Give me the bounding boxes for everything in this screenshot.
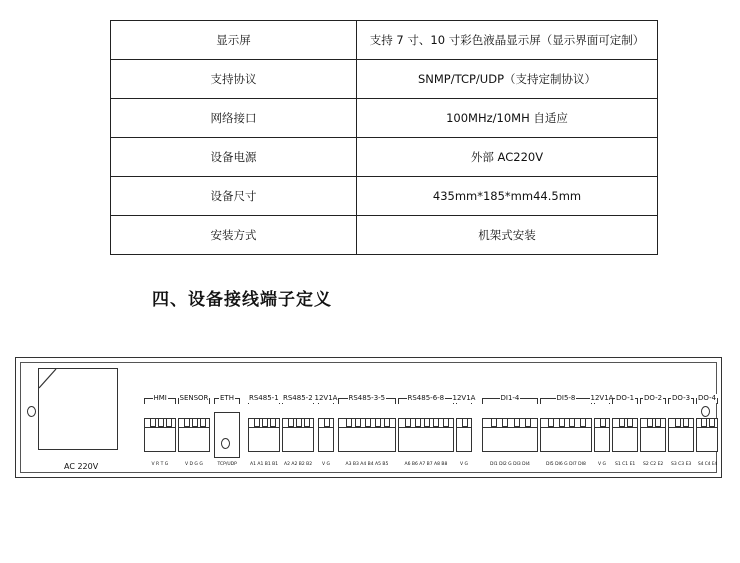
terminal-block bbox=[282, 418, 314, 452]
terminal-block bbox=[696, 418, 718, 452]
terminal-block bbox=[594, 418, 610, 452]
group-label: RS485-2 bbox=[283, 394, 313, 402]
spec-key: 支持协议 bbox=[111, 60, 357, 99]
spec-key: 设备电源 bbox=[111, 138, 357, 177]
terminal-teeth bbox=[283, 419, 313, 428]
group-label: DO-3 bbox=[672, 394, 691, 402]
terminal-tooth bbox=[525, 419, 531, 427]
terminal-teeth bbox=[399, 419, 453, 428]
group-label: 12V1A bbox=[452, 394, 476, 402]
terminal-tooth bbox=[580, 419, 586, 427]
terminal-block bbox=[456, 418, 472, 452]
terminal-teeth bbox=[249, 419, 279, 428]
terminal-block bbox=[482, 418, 538, 452]
terminal-tooth bbox=[424, 419, 430, 427]
pin-labels: V G bbox=[322, 462, 330, 467]
terminal-tooth bbox=[288, 419, 294, 427]
pin-labels: A1 A1 B1 B1 bbox=[250, 462, 279, 467]
terminal-tooth bbox=[559, 419, 565, 427]
group-label: RS485-3-5 bbox=[348, 394, 386, 402]
mount-hole-right bbox=[701, 406, 710, 417]
pin-labels: A6 B6 A7 B7 A8 B8 bbox=[404, 462, 448, 467]
terminal-teeth bbox=[613, 419, 637, 428]
spec-value: 机架式安装 bbox=[357, 216, 658, 255]
spec-row bbox=[111, 60, 658, 99]
terminal-tooth bbox=[462, 419, 468, 427]
terminal-teeth bbox=[145, 419, 175, 428]
terminal-tooth bbox=[600, 419, 606, 427]
terminal-tooth bbox=[192, 419, 198, 427]
terminal-tooth bbox=[200, 419, 206, 427]
terminal-tooth bbox=[569, 419, 575, 427]
terminal-tooth bbox=[324, 419, 330, 427]
terminal-tooth bbox=[655, 419, 661, 427]
terminal-tooth bbox=[619, 419, 625, 427]
spec-value: 外部 AC220V bbox=[357, 138, 658, 177]
pin-labels: DI1 DI2 G DI3 DI4 bbox=[490, 462, 530, 467]
pin-labels: S4 C4 E4 bbox=[697, 462, 717, 467]
terminal-block bbox=[178, 418, 210, 452]
spec-key: 网络接口 bbox=[111, 99, 357, 138]
pin-labels: A2 A2 B2 B2 bbox=[284, 462, 313, 467]
terminal-block bbox=[144, 418, 176, 452]
terminal-tooth bbox=[346, 419, 352, 427]
spec-row bbox=[111, 177, 658, 216]
group-label: DI1-4 bbox=[500, 394, 520, 402]
spec-row bbox=[111, 138, 658, 177]
group-label: 12V1A bbox=[590, 394, 614, 402]
terminal-block bbox=[612, 418, 638, 452]
spec-row bbox=[111, 216, 658, 255]
terminal-tooth bbox=[514, 419, 520, 427]
terminal-tooth bbox=[709, 419, 715, 427]
terminal-tooth bbox=[683, 419, 689, 427]
terminal-block bbox=[640, 418, 666, 452]
spec-value: 支持 7 寸、10 寸彩色液晶显示屏（显示界面可定制） bbox=[357, 21, 658, 60]
terminal-block bbox=[338, 418, 396, 452]
terminal-teeth bbox=[541, 419, 591, 428]
spec-row bbox=[111, 99, 658, 138]
group-label: DO-2 bbox=[644, 394, 663, 402]
terminal-teeth bbox=[641, 419, 665, 428]
pin-labels: V G bbox=[598, 462, 606, 467]
ac-power-socket bbox=[38, 368, 118, 450]
terminal-teeth bbox=[697, 419, 717, 428]
terminal-tooth bbox=[270, 419, 276, 427]
pin-labels: V G bbox=[460, 462, 468, 467]
terminal-tooth bbox=[384, 419, 390, 427]
terminal-tooth bbox=[502, 419, 508, 427]
terminal-teeth bbox=[179, 419, 209, 428]
terminal-block bbox=[540, 418, 592, 452]
terminal-tooth bbox=[262, 419, 268, 427]
terminal-block bbox=[318, 418, 334, 452]
pin-labels: V D G G bbox=[185, 462, 203, 467]
pin-labels: S1 C1 E1 bbox=[615, 462, 636, 467]
ac-label: AC 220V bbox=[64, 462, 99, 471]
spec-key: 设备尺寸 bbox=[111, 177, 357, 216]
terminal-block bbox=[248, 418, 280, 452]
group-label: SENSOR bbox=[179, 394, 209, 402]
pin-labels: A3 B3 A4 B4 A5 B5 bbox=[345, 462, 389, 467]
group-label: DO-4 bbox=[698, 394, 717, 402]
spec-row bbox=[111, 21, 658, 60]
section-heading: 四、设备接线端子定义 bbox=[152, 290, 332, 310]
terminal-tooth bbox=[355, 419, 361, 427]
terminal-tooth bbox=[647, 419, 653, 427]
terminal-tooth bbox=[701, 419, 707, 427]
group-label: 12V1A bbox=[314, 394, 338, 402]
terminal-tooth bbox=[433, 419, 439, 427]
terminal-tooth bbox=[443, 419, 449, 427]
terminal-teeth bbox=[595, 419, 609, 428]
terminal-tooth bbox=[375, 419, 381, 427]
pin-labels: TCP/UDP bbox=[217, 462, 237, 467]
group-label: DI5-8 bbox=[556, 394, 576, 402]
group-label: ETH bbox=[220, 394, 234, 402]
terminal-block bbox=[398, 418, 454, 452]
group-label: RS485-6-8 bbox=[407, 394, 445, 402]
terminal-panel bbox=[15, 357, 722, 478]
terminal-teeth bbox=[669, 419, 693, 428]
terminal-teeth bbox=[457, 419, 471, 428]
pin-labels: S3 C3 E3 bbox=[671, 462, 692, 467]
terminal-tooth bbox=[296, 419, 302, 427]
terminal-tooth bbox=[365, 419, 371, 427]
terminal-tooth bbox=[254, 419, 260, 427]
terminal-tooth bbox=[491, 419, 497, 427]
terminal-teeth bbox=[319, 419, 333, 428]
group-label: HMI bbox=[153, 394, 167, 402]
terminal-tooth bbox=[415, 419, 421, 427]
terminal-block bbox=[668, 418, 694, 452]
mount-hole-left bbox=[27, 406, 36, 417]
group-label: DO-1 bbox=[616, 394, 635, 402]
terminal-tooth bbox=[627, 419, 633, 427]
terminal-tooth bbox=[158, 419, 164, 427]
terminal-tooth bbox=[166, 419, 172, 427]
pin-labels: V R T G bbox=[151, 462, 169, 467]
terminal-teeth bbox=[339, 419, 395, 428]
spec-value: 100MHz/10MH 自适应 bbox=[357, 99, 658, 138]
spec-value: 435mm*185*mm44.5mm bbox=[357, 177, 658, 216]
group-label: RS485-1 bbox=[249, 394, 279, 402]
socket-corner-icon bbox=[38, 368, 118, 450]
spec-key: 显示屏 bbox=[111, 21, 357, 60]
terminal-tooth bbox=[405, 419, 411, 427]
terminal-teeth bbox=[483, 419, 537, 428]
terminal-tooth bbox=[548, 419, 554, 427]
spec-table bbox=[110, 20, 658, 255]
terminal-tooth bbox=[675, 419, 681, 427]
spec-key: 安装方式 bbox=[111, 216, 357, 255]
ethernet-port bbox=[214, 412, 240, 458]
pin-labels: DI5 DI6 G DI7 DI8 bbox=[546, 462, 586, 467]
terminal-tooth bbox=[304, 419, 310, 427]
pin-labels: S2 C2 E2 bbox=[643, 462, 664, 467]
terminal-tooth bbox=[184, 419, 190, 427]
spec-value: SNMP/TCP/UDP（支持定制协议） bbox=[357, 60, 658, 99]
terminal-tooth bbox=[150, 419, 156, 427]
